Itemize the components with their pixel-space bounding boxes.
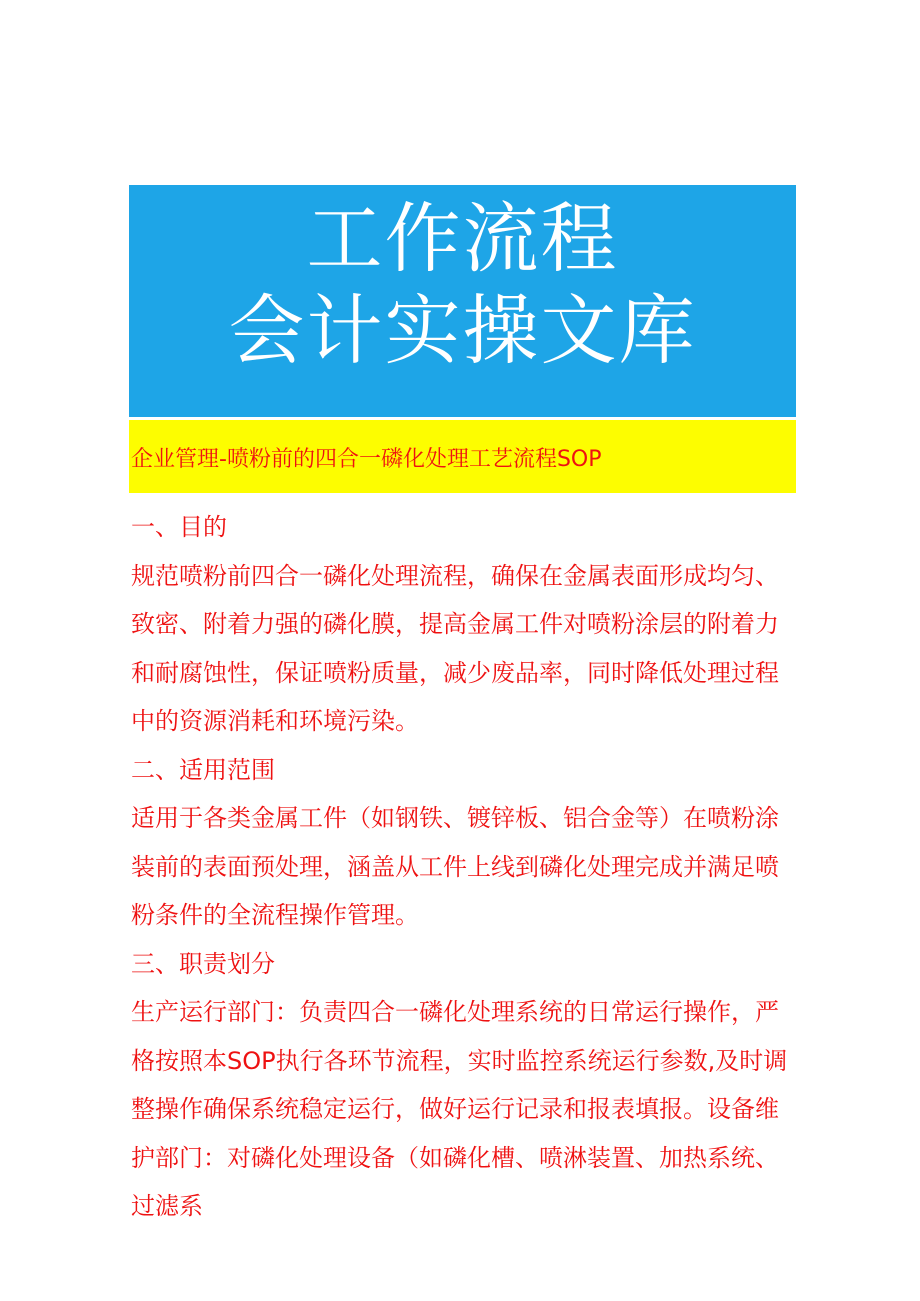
section-body-responsibilities: 生产运行部门：负责四合一磷化处理系统的日常运行操作，严格按照本SOP执行各环节流程，实时监控系统运行参数,及时调整操作确保系统稳定运行，做好运行记录和报表填报。设备维护部门：对磷化处理设备（如磷化槽、喷淋装置、加热系统、过滤系	[131, 998, 788, 1220]
section-heading-scope: 二、适用范围	[131, 755, 275, 784]
section-heading-purpose: 一、目的	[131, 513, 227, 541]
section-body-purpose: 规范喷粉前四合一磷化处理流程，确保在金属表面形成均匀、致密、附着力强的磷化膜，提高金属工件对喷粉涂层的附着力和耐腐蚀性，保证喷粉质量，减少废品率，同时降低处理过程中的资源消耗和环境污染。	[131, 561, 779, 735]
section-heading-responsibilities: 三、职责划分	[131, 949, 275, 978]
subtitle-bar	[129, 420, 796, 493]
document-body	[131, 503, 791, 1231]
title-banner	[129, 185, 796, 417]
banner-title-line2: 会计实操文库	[228, 286, 697, 375]
banner-title-line1: 工作流程	[306, 194, 619, 283]
document-subtitle: 企业管理-喷粉前的四合一磷化处理工艺流程SOP	[131, 447, 602, 472]
section-body-scope: 适用于各类金属工件（如钢铁、镀锌板、铝合金等）在喷粉涂装前的表面预处理，涵盖从工件上线到磷化处理完成并满足喷粉条件的全流程操作管理。	[131, 804, 779, 929]
